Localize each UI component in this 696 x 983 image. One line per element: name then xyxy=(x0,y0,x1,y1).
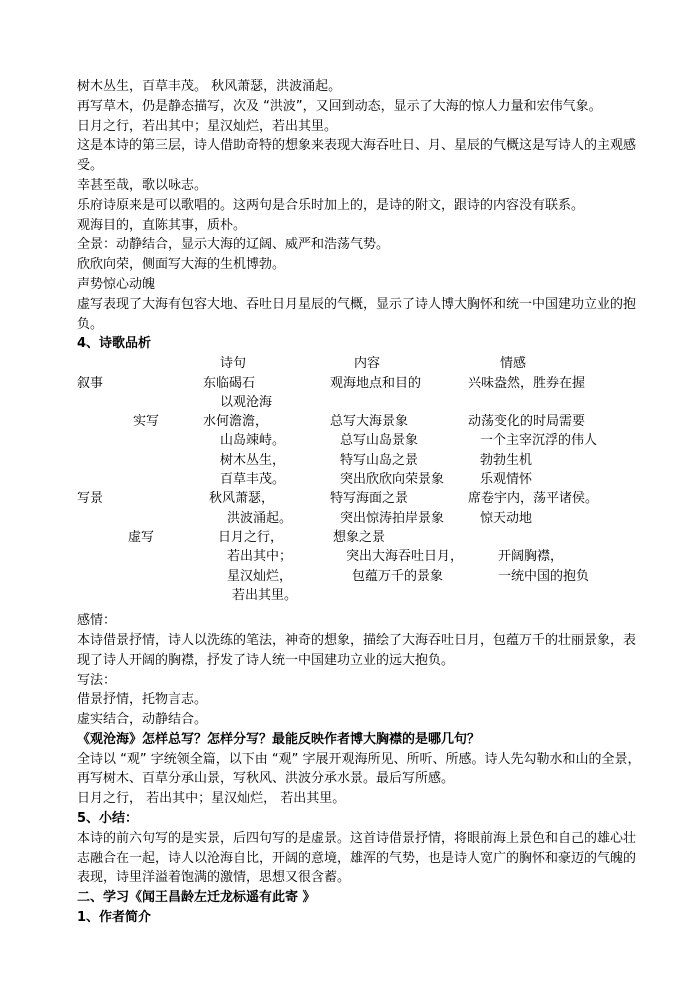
table-cell: 总写大海景象 xyxy=(330,414,409,429)
text-line: 本诗借景抒情，诗人以洗练的笔法，神奇的想象，描绘了大海吞吐日月，包蕴万千的壮丽景象，表 xyxy=(77,633,637,648)
table-cell: 突出惊涛拍岸景象 xyxy=(340,511,445,526)
text-line: 日月之行， 若出其中；星汉灿烂， 若出其里。 xyxy=(77,791,346,806)
text-line: 现了诗人开阔的胸襟，抒发了诗人统一中国建功立业的远大抱负。 xyxy=(77,653,455,668)
table-cell: 一统中国的抱负 xyxy=(498,569,590,584)
text-line: 观海目的，直陈其事，质朴。 xyxy=(77,218,247,233)
table-cell: 观海地点和目的 xyxy=(330,376,422,391)
text-line: 再写草木，仍是静态描写，次及 “洪波”，又回到动态，显示了大海的惊人力量和宏伟气象。 xyxy=(77,99,602,114)
table-cell: 特写山岛之景 xyxy=(340,453,419,468)
table-cell: 惊天动地 xyxy=(480,511,533,526)
table-cell: 想象之景 xyxy=(333,530,386,545)
table-header-cell: 内容 xyxy=(354,356,381,371)
section-heading: 4、诗歌品析 xyxy=(77,336,152,351)
text-line: 感情： xyxy=(77,613,117,628)
text-line: 乐府诗原来是可以歌唱的。这两句是合乐时加上的，是诗的附文，跟诗的内容没有联系。 xyxy=(77,198,585,213)
table-cell: 洪波涌起。 xyxy=(227,511,293,526)
text-line: 日月之行，若出其中；星汉灿烂，若出其里。 xyxy=(77,119,338,134)
table-cell: 以观沧海 xyxy=(220,395,273,410)
text-line: 全诗以 “观” 字统领全篇，以下由 “观” 字展开观海所见、所听、所感。诗人先勾勒水和山的全景， xyxy=(77,752,641,767)
text-line: 虚写表现了大海有包容大地、吞吐日月星辰的气概，显示了诗人博大胸怀和统一中国建功立业的抱 xyxy=(77,297,637,312)
table-cell: 动荡变化的时局需要 xyxy=(468,414,586,429)
table-cell: 开阔胸襟， xyxy=(498,549,564,564)
text-line: 虚实结合，动静结合。 xyxy=(77,712,208,727)
table-cell: 兴味盎然，胜券在握 xyxy=(468,376,586,391)
table-cell: 树木丛生， xyxy=(220,453,286,468)
section-heading: 《观沧海》怎样总写？怎样分写？最能反映作者博大胸襟的是哪几句？ xyxy=(77,732,481,747)
text-line: 这是本诗的第三层，诗人借助奇特的想象来表现大海吞吐日、月、星辰的气概这是写诗人的主观感 xyxy=(77,138,637,153)
table-header-cell: 情感 xyxy=(500,356,527,371)
text-line: 表现，诗里洋溢着饱满的激情，思想又很含蓄。 xyxy=(77,870,351,885)
table-cell: 若出其中； xyxy=(227,549,293,564)
table-cell: 秋风萧瑟， xyxy=(209,491,275,506)
table-cell: 包蕴万千的景象 xyxy=(352,569,444,584)
text-line: 志融合在一起，诗人以沧海自比，开阔的意境，雄浑的气势，也是诗人宽广的胸怀和豪迈的气魄的 xyxy=(77,851,637,866)
section-heading: 5、小结： xyxy=(77,811,139,826)
table-cell: 山岛竦峙。 xyxy=(220,433,286,448)
text-line: 欣欣向荣，侧面写大海的生机博勃。 xyxy=(77,257,286,272)
text-line: 本诗的前六句写的是实景，后四句写的是虚景。这首诗借景抒情，将眼前海上景色和自己的雄心壮 xyxy=(77,831,637,846)
table-cell: 突出欣欣向荣景象 xyxy=(340,472,445,487)
text-line: 树木丛生，百草丰茂。 秋风萧瑟，洪波涌起。 xyxy=(77,79,342,94)
text-line: 负。 xyxy=(77,317,104,332)
section-heading: 1、作者简介 xyxy=(77,910,152,925)
text-line: 受。 xyxy=(77,158,104,173)
text-line: 再写树木、百草分承山景，写秋风、洪波分承水景。最后写所感。 xyxy=(77,771,455,786)
section-heading: 二、学习《闻王昌龄左迁龙标遥有此寄 》 xyxy=(77,890,316,905)
text-line: 幸甚至哉，歌以咏志。 xyxy=(77,178,208,193)
text-line: 声势惊心动魄 xyxy=(77,277,156,292)
table-cell: 特写海面之景 xyxy=(330,491,409,506)
table-cell: 虚写 xyxy=(128,530,155,545)
table-header-cell: 诗句 xyxy=(220,356,247,371)
table-cell: 若出其里。 xyxy=(232,588,298,603)
table-cell: 日月之行， xyxy=(218,530,284,545)
table-cell: 乐观情怀 xyxy=(480,472,533,487)
table-cell: 百草丰茂。 xyxy=(220,472,286,487)
text-line: 借景抒情，托物言志。 xyxy=(77,692,208,707)
table-cell: 水何澹澹， xyxy=(203,414,269,429)
table-cell: 星汉灿烂， xyxy=(227,569,293,584)
table-cell: 总写山岛景象 xyxy=(340,433,419,448)
table-cell: 实写 xyxy=(133,414,160,429)
table-cell: 东临碣石 xyxy=(203,376,256,391)
table-cell: 席卷宇内，荡平诸侯。 xyxy=(468,491,599,506)
table-cell: 叙事 xyxy=(77,376,104,391)
table-cell: 突出大海吞吐日月， xyxy=(346,549,464,564)
table-cell: 写景 xyxy=(77,491,104,506)
text-line: 写法： xyxy=(77,673,117,688)
table-cell: 一个主宰沉浮的伟人 xyxy=(480,433,598,448)
table-cell: 勃勃生机 xyxy=(480,453,533,468)
text-line: 全景：动静结合，显示大海的辽阔、威严和浩荡气势。 xyxy=(77,237,390,252)
